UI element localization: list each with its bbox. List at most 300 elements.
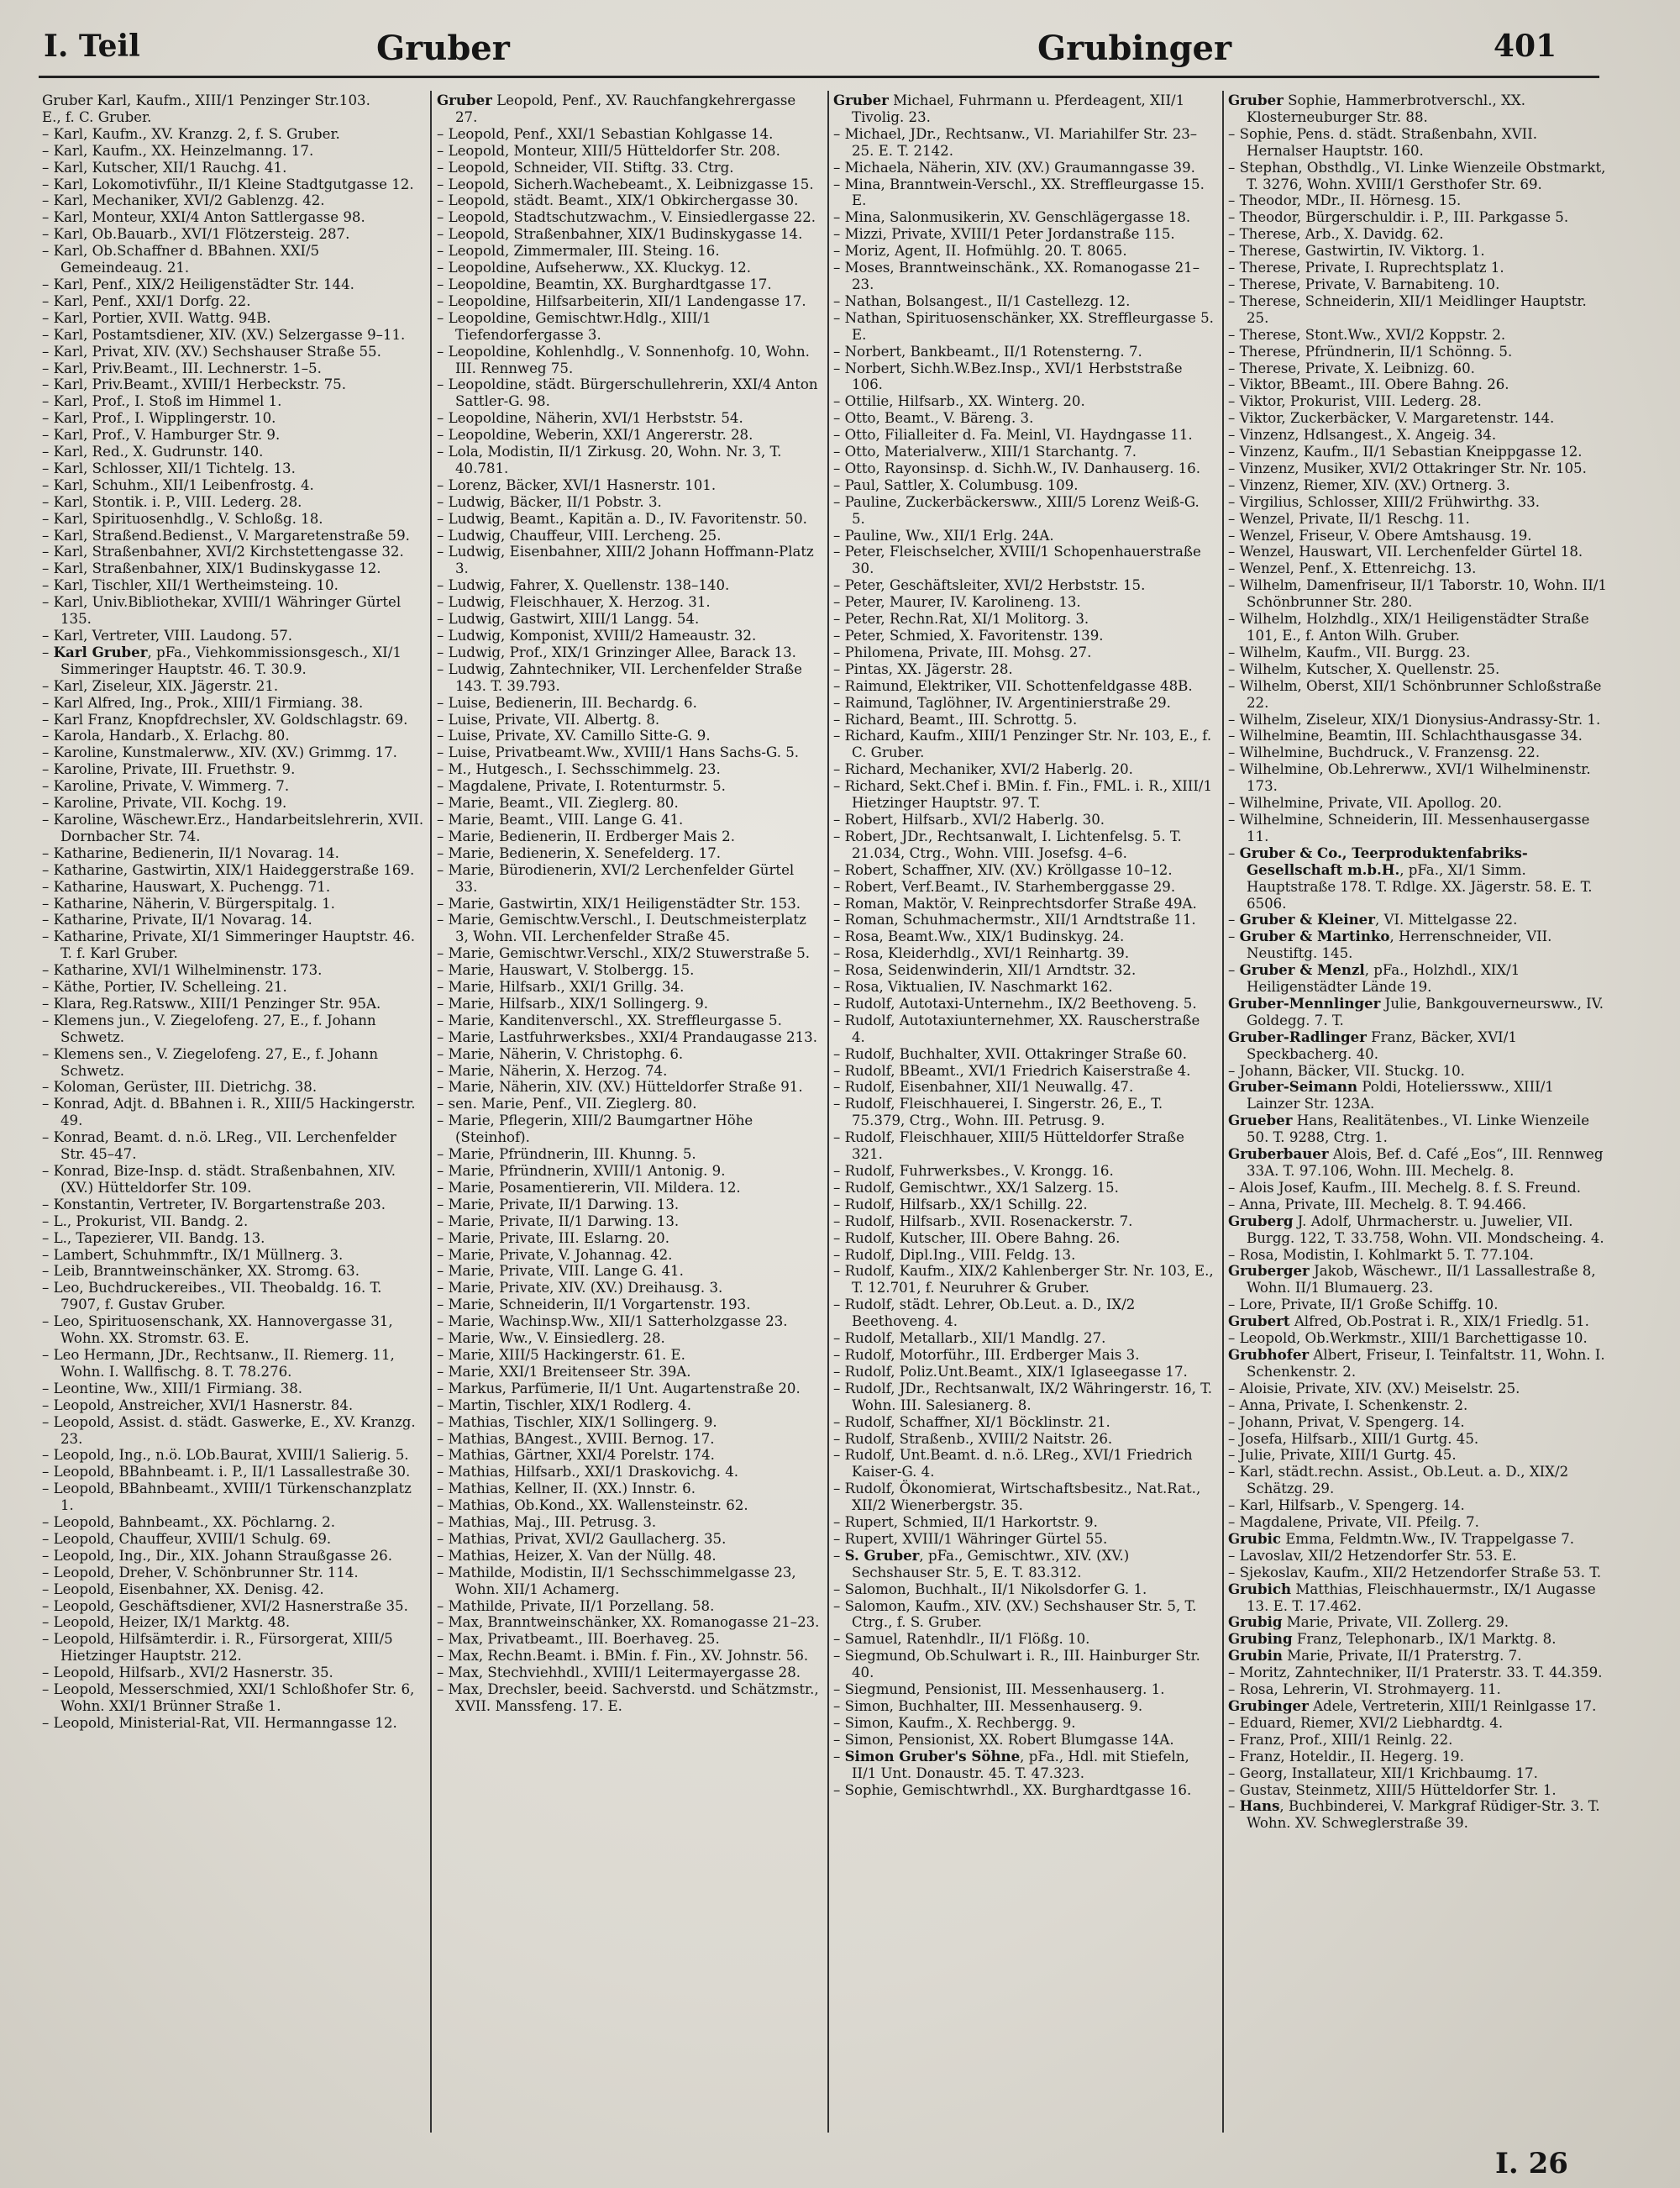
directory-entry: – Leopoldine, Hilfsarbeiterin, XII/1 Landengasse 17. [437, 292, 806, 309]
directory-entry: – Marie, Beamt., VII. Zieglerg. 80. [437, 795, 679, 812]
directory-entry: – Mina, Salonmusikerin, XV. Genschlägergasse 18. [833, 209, 1191, 226]
directory-entry: – Marie, Schneiderin, II/1 Vorgartenstr. 193. [437, 1296, 751, 1313]
directory-entry: – Simon, Buchhalter, III. Messenhauserg. 9. [833, 1698, 1143, 1714]
directory-entry: – Wilhelmine, Ob.Lehrerww., XVI/1 Wilhelminenstr. 173. [1228, 761, 1591, 795]
directory-entry: – Katharine, Private, XI/1 Simmeringer Hauptstr. 46. T. f. Karl Gruber. [42, 928, 416, 962]
directory-entry: – Leopold, Assist. d. städt. Gaswerke, E., XV. Kranzg. 23. [42, 1413, 416, 1447]
directory-entry: – Karl, Univ.Bibliothekar, XVIII/1 Währinger Gürtel 135. [42, 594, 402, 628]
directory-entry: – Karl, Privat, XIV. (XV.) Sechshauser Straße 55. [42, 343, 381, 360]
directory-entry: – Wilhelmine, Private, VII. Apollog. 20. [1228, 795, 1502, 812]
directory-entry: – Luise, Private, VII. Albertg. 8. [437, 711, 660, 728]
directory-entry: – Simon Gruber's Söhne, pFa., Hdl. mit Stiefeln, II/1 Unt. Donaustr. 45. T. 47.323. [833, 1747, 1189, 1781]
directory-entry: – Leopold, Chauffeur, XVIII/1 Schulg. 69. [42, 1530, 332, 1547]
directory-entry: – Robert, Hilfsarb., XVI/2 Haberlg. 30. [833, 811, 1105, 828]
directory-entry: – Wilhelmine, Beamtin, III. Schlachthausgasse 34. [1228, 728, 1583, 744]
directory-entry: – Ludwig, Bäcker, II/1 Pobstr. 3. [437, 493, 662, 510]
directory-entry: – Rudolf, Fuhrwerksbes., V. Krongg. 16. [833, 1163, 1114, 1179]
directory-entry: – Wenzel, Friseur, V. Obere Amtshausg. 19. [1228, 527, 1532, 544]
directory-entry: – Roman, Schuhmachermstr., XII/1 Arndtstraße 11. [833, 912, 1196, 928]
directory-entry: – Karl, Tischler, XII/1 Wertheimsteing. 10. [42, 577, 339, 594]
directory-entry: – Vinzenz, Musiker, XVI/2 Ottakringer Str. Nr. 105. [1228, 460, 1587, 476]
directory-entry: – Mathias, Ob.Kond., XX. Wallensteinstr. 62. [437, 1497, 748, 1514]
directory-entry: – Marie, Kanditenverschl., XX. Streffleurgasse 5. [437, 1012, 782, 1028]
directory-entry: – sen. Marie, Penf., VII. Zieglerg. 80. [437, 1096, 697, 1112]
directory-entry: – Karl, Schuhm., XII/1 Leibenfrostg. 4. [42, 476, 314, 493]
directory-entry: – Karl, Vertreter, VIII. Laudong. 57. [42, 628, 293, 644]
directory-entry: – Leopoldine, städt. Bürgerschullehrerin, XXI/4 Anton Sattler-G. 98. [437, 376, 818, 410]
directory-entry: – Karl Franz, Knopfdrechsler, XV. Goldschlagstr. 69. [42, 711, 408, 728]
directory-entry: – Wenzel, Penf., X. Ettenreichg. 13. [1228, 560, 1477, 577]
directory-entry: – Wenzel, Hauswart, VII. Lerchenfelder Gürtel 18. [1228, 544, 1583, 560]
directory-entry: – Karl, städt.rechn. Assist., Ob.Leut. a. D., XIX/2 Schätzg. 29. [1228, 1464, 1569, 1497]
running-head-first: Gruber [376, 29, 510, 68]
directory-entry: – Leopold, Monteur, XIII/5 Hütteldorfer Str. 208. [437, 142, 780, 159]
directory-entry: Gruber-Seimann Poldi, Hotelierssww., XIII/1 Lainzer Str. 123A. [1228, 1078, 1554, 1112]
directory-entry: – Karoline, Kunstmalerww., XIV. (XV.) Grimmg. 17. [42, 744, 397, 761]
directory-entry: – Ludwig, Prof., XIX/1 Grinzinger Allee, Barack 13. [437, 644, 796, 660]
directory-entry: – Richard, Kaufm., XIII/1 Penzinger Str. Nr. 103, E., f. C. Gruber. [833, 728, 1212, 761]
column-3 [833, 92, 1216, 2126]
running-head-last: Grubinger [1037, 29, 1232, 68]
directory-entry: – Konrad, Adjt. d. BBahnen i. R., XIII/5 Hackingerstr. 49. [42, 1096, 416, 1129]
directory-entry: Grubin Marie, Private, II/1 Praterstrg. 7. [1228, 1647, 1522, 1665]
directory-entry: – Katharine, Gastwirtin, XIX/1 Haideggerstraße 169. [42, 861, 415, 878]
directory-entry: – Magdalene, Private, I. Rotenturmstr. 5. [437, 778, 726, 795]
directory-entry: – Klemens sen., V. Ziegelofeng. 27, E., f. Johann Schwetz. [42, 1045, 379, 1079]
directory-entry: – Karl, Hilfsarb., V. Spengerg. 14. [1228, 1497, 1465, 1514]
directory-entry: – Stephan, Obsthdlg., VI. Linke Wienzeile Obstmarkt, T. 3276, Wohn. XVIII/1 Gersthofer Str. 69. [1228, 159, 1606, 192]
directory-entry: – L., Prokurist, VII. Bandg. 2. [42, 1212, 249, 1229]
directory-entry: – Leopold, BBahnbeamt. i. P., II/1 Lassallestraße 30. [42, 1464, 411, 1481]
directory-entry: – Leopold, Hilfsämterdir. i. R., Fürsorgerat, XIII/5 Hietzinger Hauptstr. 212. [42, 1631, 393, 1665]
directory-entry: – Simon, Pensionist, XX. Robert Blumgasse 14A. [833, 1731, 1174, 1748]
directory-entry: – Marie, Private, V. Johannag. 42. [437, 1246, 673, 1263]
directory-entry: – Wilhelm, Holzhdlg., XIX/1 Heiligenstädter Straße 101, E., f. Anton Wilh. Gruber. [1228, 611, 1589, 644]
directory-entry: – Marie, Ww., V. Einsiedlerg. 28. [437, 1330, 665, 1347]
directory-entry: – Mathias, Maj., III. Petrusg. 3. [437, 1514, 657, 1531]
directory-entry: – Peter, Rechn.Rat, XI/1 Molitorg. 3. [833, 611, 1089, 628]
directory-entry: – Marie, Hilfsarb., XIX/1 Sollingerg. 9. [437, 995, 709, 1012]
directory-entry: – Karl Alfred, Ing., Prok., XIII/1 Firmiang. 38. [42, 694, 364, 711]
directory-entry: – Marie, Näherin, XIV. (XV.) Hütteldorfer Straße 91. [437, 1079, 803, 1096]
directory-entry: – Robert, Schaffner, XIV. (XV.) Kröllgasse 10–12. [833, 861, 1173, 878]
directory-entry: – Ludwig, Gastwirt, XIII/1 Langg. 54. [437, 611, 700, 628]
directory-entry: – Roman, Maktör, V. Reinprechtsdorfer Straße 49A. [833, 895, 1197, 912]
directory-entry: – Rosa, Kleiderhdlg., XVI/1 Reinhartg. 39. [833, 945, 1130, 962]
directory-entry: – Karl, Schlosser, XII/1 Tichtelg. 13. [42, 460, 296, 476]
directory-entry: – Leopold, Ing., n.ö. LOb.Baurat, XVIII/1 Salierig. 5. [42, 1447, 409, 1464]
directory-entry: – Rudolf, Metallarb., XII/1 Mandlg. 27. [833, 1330, 1106, 1347]
directory-entry: – Ludwig, Komponist, XVIII/2 Hameaustr. 32. [437, 628, 757, 644]
directory-entry: – Klara, Reg.Ratsww., XIII/1 Penzinger Str. 95A. [42, 995, 381, 1012]
directory-entry: – Leopold, Ob.Werkmstr., XIII/1 Barchettigasse 10. [1228, 1330, 1588, 1347]
directory-entry: – Lore, Private, II/1 Große Schiffg. 10. [1228, 1296, 1499, 1313]
directory-entry: – Theodor, MDr., II. Hörnesg. 15. [1228, 192, 1462, 209]
directory-entry: – Johann, Privat, V. Spengerg. 14. [1228, 1413, 1465, 1430]
directory-entry: – Karl, Monteur, XXI/4 Anton Sattlergasse 98. [42, 209, 365, 226]
directory-entry: – Wenzel, Private, II/1 Reschg. 11. [1228, 510, 1470, 527]
directory-entry: – Virgilius, Schlosser, XIII/2 Frühwirthg. 33. [1228, 493, 1541, 510]
directory-entry: – Ludwig, Zahntechniker, VII. Lerchenfelder Straße 143. T. 39.793. [437, 660, 802, 694]
directory-entry: Gruber Michael, Fuhrmann u. Pferdeagent, XII/1 Tivolig. 23. [833, 92, 1185, 125]
directory-entry: – Leopold, Hilfsarb., XVI/2 Hasnerstr. 35. [42, 1665, 333, 1681]
directory-entry: – Rudolf, Motorführ., III. Erdberger Mais 3. [833, 1346, 1140, 1363]
directory-entry: – Rudolf, Straßenb., XVIII/2 Naitstr. 26. [833, 1430, 1113, 1447]
directory-entry: – Leontine, Ww., XIII/1 Firmiang. 38. [42, 1380, 303, 1396]
directory-entry: – Rudolf, Eisenbahner, XII/1 Neuwallg. 47. [833, 1079, 1134, 1096]
directory-entry: – Lavoslav, XII/2 Hetzendorfer Str. 53. E. [1228, 1547, 1517, 1564]
directory-entry: – Otto, Filialleiter d. Fa. Meinl, VI. Haydngasse 11. [833, 427, 1193, 444]
directory-entry: – Rosa, Modistin, I. Kohlmarkt 5. T. 77.104. [1228, 1246, 1534, 1263]
directory-entry: – Hans, Buchbinderei, V. Markgraf Rüdiger-Str. 3. T. Wohn. XV. Schweglerstraße 39. [1228, 1797, 1600, 1832]
directory-entry: – Mathilde, Modistin, II/1 Sechsschimmelgasse 23, Wohn. XII/1 Achamerg. [437, 1564, 796, 1597]
directory-entry: – Rudolf, Kaufm., XIX/2 Kahlenberger Str. Nr. 103, E., T. 12.701, f. Neuruhrer & Gruber. [833, 1263, 1214, 1296]
directory-entry: – Otto, Materialverw., XIII/1 Starchantg. 7. [833, 444, 1137, 460]
directory-entry: – Rudolf, Autotaxi-Unternehm., IX/2 Beethoveng. 5. [833, 995, 1197, 1012]
directory-entry: – Rudolf, städt. Lehrer, Ob.Leut. a. D., IX/2 Beethoveng. 4. [833, 1296, 1136, 1330]
directory-entry: Grubig Marie, Private, VII. Zollerg. 29. [1228, 1613, 1509, 1631]
directory-entry: – Michaela, Näherin, XIV. (XV.) Graumanngasse 39. [833, 159, 1195, 176]
directory-entry: – Leopoldine, Weberin, XXI/1 Angererstr. 28. [437, 427, 753, 444]
directory-entry: Gruberger Jakob, Wäschewr., II/1 Lassallestraße 8, Wohn. II/1 Blumauerg. 23. [1228, 1262, 1596, 1296]
directory-entry: – Karl, Penf., XXI/1 Dorfg. 22. [42, 292, 251, 309]
directory-entry: – Leopoldine, Aufseherww., XX. Kluckyg. 12. [437, 260, 752, 276]
directory-entry: – Mathilde, Private, II/1 Porzellang. 58. [437, 1597, 715, 1614]
directory-entry: – Rudolf, Fleischhauer, XIII/5 Hütteldorfer Straße 321. [833, 1129, 1184, 1163]
directory-entry: – Nathan, Spirituosenschänker, XX. Streffleurgasse 5. E. [833, 309, 1214, 343]
directory-entry: Gruber Sophie, Hammerbrotverschl., XX. Klosterneuburger Str. 88. [1228, 92, 1525, 125]
directory-entry: – Norbert, Sichh.W.Bez.Insp., XVI/1 Herbststraße 106. [833, 360, 1183, 393]
directory-entry: – Marie, Beamt., VIII. Lange G. 41. [437, 811, 684, 828]
directory-entry: – Wilhelm, Oberst, XII/1 Schönbrunner Schloßstraße 22. [1228, 677, 1602, 711]
directory-entry: – Leo, Spirituosenschank, XX. Hannovergasse 31, Wohn. XX. Stromstr. 63. E. [42, 1313, 393, 1347]
directory-entry: – Leopoldine, Kohlenhdlg., V. Sonnenhofg. 10, Wohn. III. Rennweg 75. [437, 343, 810, 376]
directory-entry: – Salomon, Buchhalt., II/1 Nikolsdorfer G. 1. [833, 1581, 1147, 1597]
directory-entry: – Katharine, Private, II/1 Novarag. 14. [42, 912, 312, 928]
directory-entry: Grubich Matthias, Fleischhauermstr., IX/1 Augasse 13. E. T. 17.462. [1228, 1580, 1596, 1614]
directory-entry: – Viktor, Zuckerbäcker, V. Margaretenstr. 144. [1228, 410, 1555, 427]
directory-entry: – Marie, Private, VIII. Lange G. 41. [437, 1263, 684, 1280]
directory-entry: – Leopold, Stadtschutzwachm., V. Einsiedlergasse 22. [437, 209, 816, 226]
directory-entry: – Raimund, Elektriker, VII. Schottenfeldgasse 48B. [833, 677, 1193, 694]
directory-entry: – Leopold, Ministerial-Rat, VII. Hermanngasse 12. [42, 1714, 397, 1731]
directory-entry: – Karl, Spirituosenhdlg., V. Schloßg. 18. [42, 510, 323, 527]
directory-entry: – Josefa, Hilfsarb., XIII/1 Gurtg. 45. [1228, 1430, 1479, 1447]
directory-entry: – Ludwig, Fleischhauer, X. Herzog. 31. [437, 594, 711, 611]
directory-entry: – Therese, Arb., X. Davidg. 62. [1228, 226, 1444, 243]
directory-entry: – Rudolf, JDr., Rechtsanwalt, IX/2 Währingerstr. 16, T. Wohn. III. Salesianerg. 8. [833, 1380, 1213, 1413]
directory-entry: – Ludwig, Eisenbahner, XIII/2 Johann Hoffmann-Platz 3. [437, 544, 814, 577]
directory-entry: – Wilhelm, Ziseleur, XIX/1 Dionysius-Andrassy-Str. 1. [1228, 711, 1601, 728]
directory-entry: – Peter, Schmied, X. Favoritenstr. 139. [833, 628, 1104, 644]
directory-entry: – Marie, Gastwirtin, XIX/1 Heiligenstädter Str. 153. [437, 895, 801, 912]
directory-entry: – Karl, Straßenbahner, XVI/2 Kirchstettengasse 32. [42, 544, 404, 560]
directory-entry: – Leopold, Anstreicher, XVI/1 Hasnerstr. 84. [42, 1396, 354, 1413]
directory-entry: – M., Hutgesch., I. Sechsschimmelg. 23. [437, 761, 721, 778]
directory-entry: – Richard, Beamt., III. Schrottg. 5. [833, 711, 1078, 728]
directory-entry: – Wilhelmine, Schneiderin, III. Messenhausergasse 11. [1228, 811, 1590, 844]
directory-entry: – Karl, Prof., I. Stoß im Himmel 1. [42, 393, 282, 410]
directory-entry: – Marie, Bürodienerin, XVI/2 Lerchenfelder Gürtel 33. [437, 861, 795, 895]
signature-mark: I. 26 [1495, 2147, 1568, 2180]
directory-entry: – Marie, Private, XIV. (XV.) Dreihausg. 3. [437, 1280, 723, 1296]
directory-entry: – Leopold, Straßenbahner, XIX/1 Budinskygasse 14. [437, 226, 803, 243]
directory-entry: – Karl, Straßenbahner, XIX/1 Budinskygasse 12. [42, 560, 381, 577]
directory-entry: – Vinzenz, Riemer, XIV. (XV.) Ortnerg. 3. [1228, 476, 1510, 493]
directory-entry: – Ludwig, Fahrer, X. Quellenstr. 138–140. [437, 577, 730, 594]
directory-entry: – Karl, Mechaniker, XVI/2 Gablenzg. 42. [42, 192, 325, 209]
directory-entry: – Klemens jun., V. Ziegelofeng. 27, E., f. Johann Schwetz. [42, 1012, 376, 1045]
directory-entry: – Karl, Ob.Bauarb., XVI/1 Flötzersteig. 287. [42, 226, 350, 243]
directory-entry: – Karl, Portier, XVII. Wattg. 94B. [42, 309, 271, 326]
directory-entry: – Leopold, Geschäftsdiener, XVI/2 Hasnerstraße 35. [42, 1597, 408, 1614]
directory-entry: – Aloisie, Private, XIV. (XV.) Meiselstr. 25. [1228, 1380, 1520, 1396]
directory-entry: Grubinger Adele, Vertreterin, XIII/1 Reinlgasse 17. [1228, 1697, 1597, 1714]
directory-entry: – Franz, Prof., XIII/1 Reinlg. 22. [1228, 1731, 1453, 1748]
directory-entry: Gruberg J. Adolf, Uhrmacherstr. u. Juwelier, VII. Burgg. 122, T. 33.758, Wohn. VII. Mondscheing. 4. [1228, 1212, 1604, 1246]
directory-entry: – Sophie, Gemischtwrhdl., XX. Burghardtgasse 16. [833, 1781, 1192, 1798]
directory-entry: – Mathias, Privat, XVI/2 Gaullacherg. 35. [437, 1530, 727, 1547]
directory-entry: – Therese, Private, X. Leibnizg. 60. [1228, 360, 1475, 376]
directory-entry: – Gruber & Menzl, pFa., Holzhdl., XIX/1 Heiligenstädter Lände 19. [1228, 961, 1520, 996]
directory-entry: – Marie, Pflegerin, XIII/2 Baumgartner Höhe (Steinhof). [437, 1112, 753, 1146]
directory-entry: – Therese, Pfründnerin, II/1 Schönng. 5. [1228, 343, 1513, 360]
directory-entry: – Viktor, Prokurist, VIII. Lederg. 28. [1228, 393, 1482, 410]
directory-entry: – Karl, Postamtsdiener, XIV. (XV.) Selzergasse 9–11. [42, 326, 406, 343]
directory-entry: – Robert, JDr., Rechtsanwalt, I. Lichtenfelsg. 5. T. 21.034, Ctrg., Wohn. VIII. Josefsg. 4–6. [833, 828, 1182, 861]
directory-entry: – Mathias, Heizer, X. Van der Nüllg. 48. [437, 1547, 717, 1564]
directory-entry: – Rudolf, Hilfsarb., XVII. Rosenackerstr. 7. [833, 1212, 1133, 1229]
directory-entry: – Karl, Priv.Beamt., XVIII/1 Herbeckstr. 75. [42, 376, 346, 393]
directory-entry: – Marie, Näherin, V. Christophg. 6. [437, 1045, 684, 1062]
directory-entry: – Leopoldine, Beamtin, XX. Burghardtgasse 17. [437, 276, 772, 292]
directory-entry: – Marie, Pfründnerin, XVIII/1 Antonig. 9. [437, 1163, 726, 1179]
directory-entry: Gruber-Mennlinger Julie, Bankgouverneursww., IV. Goldegg. 7. T. [1228, 994, 1604, 1028]
directory-entry: – Johann, Bäcker, VII. Stuckg. 10. [1228, 1062, 1465, 1079]
directory-entry: – Mathias, Gärtner, XXI/4 Porelstr. 174. [437, 1447, 715, 1464]
column-divider [1222, 91, 1224, 2133]
directory-entry: – Richard, Sekt.Chef i. BMin. f. Fin., FML. i. R., XIII/1 Hietzinger Hauptstr. 97. T. [833, 778, 1213, 812]
directory-entry: – Karoline, Private, III. Fruethstr. 9. [42, 761, 296, 778]
directory-entry: Grueber Hans, Realitätenbes., VI. Linke Wienzeile 50. T. 9288, Ctrg. 1. [1228, 1112, 1590, 1146]
directory-entry: – Leopold, Sicherh.Wachebeamt., X. Leibnizgasse 15. [437, 176, 814, 192]
directory-entry: – Rudolf, Schaffner, XI/1 Böcklinstr. 21. [833, 1413, 1110, 1430]
directory-entry: – Therese, Private, I. Ruprechtsplatz 1. [1228, 260, 1504, 276]
directory-entry: – Norbert, Bankbeamt., II/1 Rotensterng. 7. [833, 343, 1142, 360]
directory-entry: Gruber Leopold, Penf., XV. Rauchfangkehrergasse 27. [437, 92, 796, 125]
directory-entry: – Katharine, Näherin, V. Bürgerspitalg. 1. [42, 895, 335, 912]
directory-entry: – Mathias, Tischler, XIX/1 Sollingerg. 9. [437, 1413, 717, 1430]
section-label: I. Teil [44, 29, 140, 64]
directory-entry: – Marie, Näherin, X. Herzog. 74. [437, 1062, 668, 1079]
directory-entry: – Käthe, Portier, IV. Schelleing. 21. [42, 979, 287, 996]
directory-entry: – Karoline, Private, VII. Kochg. 19. [42, 795, 287, 812]
directory-entry: – Lambert, Schuhmmftr., IX/1 Müllnerg. 3. [42, 1246, 344, 1263]
directory-entry: – Marie, Hilfsarb., XXI/1 Grillg. 34. [437, 979, 685, 996]
directory-entry: Grubert Alfred, Ob.Postrat i. R., XIX/1 Friedlg. 51. [1228, 1312, 1589, 1330]
directory-entry: – Karoline, Wäschewr.Erz., Handarbeitslehrerin, XVII. Dornbacher Str. 74. [42, 811, 424, 844]
directory-entry: – Mathias, BAngest., XVIII. Bernog. 17. [437, 1430, 715, 1447]
directory-entry: – Leopold, Bahnbeamt., XX. Pöchlarng. 2. [42, 1514, 335, 1531]
directory-entry: – Otto, Beamt., V. Bäreng. 3. [833, 410, 1034, 427]
directory-entry: – Mathias, Hilfsarb., XXI/1 Draskovichg. 4. [437, 1464, 739, 1481]
directory-entry: – Leopold, Schneider, VII. Stiftg. 33. Ctrg. [437, 159, 734, 176]
directory-entry: – Karl, Priv.Beamt., III. Lechnerstr. 1–5. [42, 360, 322, 376]
directory-entry: – Markus, Parfümerie, II/1 Unt. Augartenstraße 20. [437, 1380, 801, 1396]
directory-entry: – Marie, Lastfuhrwerksbes., XXI/4 Prandaugasse 213. [437, 1028, 817, 1045]
directory-entry: – Julie, Private, XIII/1 Gurtg. 45. [1228, 1447, 1457, 1464]
directory-entry: – Leopoldine, Näherin, XVI/1 Herbststr. 54. [437, 410, 743, 427]
directory-entry: – Vinzenz, Kaufm., II/1 Sebastian Kneippgasse 12. [1228, 444, 1583, 460]
directory-entry: – Max, Branntweinschänker, XX. Romanogasse 21–23. [437, 1614, 820, 1631]
directory-entry: – Moritz, Zahntechniker, II/1 Praterstr. 33. T. 44.359. [1228, 1665, 1603, 1681]
directory-entry: – Rudolf, Fleischhauerei, I. Singerstr. 26, E., T. 75.379, Ctrg., Wohn. III. Petrusg. 9. [833, 1096, 1163, 1129]
directory-entry: – Katharine, Hauswart, X. Puchengg. 71. [42, 878, 331, 895]
directory-entry: – Leopold, Ing., Dir., XIX. Johann Straußgasse 26. [42, 1547, 392, 1564]
directory-entry: – Gruber & Kleiner, VI. Mittelgasse 22. [1228, 911, 1518, 928]
directory-entry: – Karl, Red., X. Gudrunstr. 140. [42, 444, 264, 460]
directory-entry: – Moses, Branntweinschänk., XX. Romanogasse 21–23. [833, 260, 1200, 292]
directory-entry: – Samuel, Ratenhdlr., II/1 Flößg. 10. [833, 1631, 1090, 1648]
directory-entry: – Rupert, XVIII/1 Währinger Gürtel 55. [833, 1530, 1108, 1547]
directory-entry: – Simon, Kaufm., X. Rechbergg. 9. [833, 1714, 1076, 1731]
directory-entry: – Luise, Private, XV. Camillo Sitte-G. 9. [437, 728, 711, 744]
directory-entry: – Wilhelm, Damenfriseur, II/1 Taborstr. 10, Wohn. II/1 Schönbrunner Str. 280. [1228, 577, 1607, 611]
directory-entry: – Richard, Mechaniker, XVI/2 Haberlg. 20. [833, 761, 1133, 778]
directory-entry: – Konrad, Beamt. d. n.ö. LReg., VII. Lerchenfelder Str. 45–47. [42, 1129, 396, 1163]
directory-entry: – Karl, Penf., XIX/2 Heiligenstädter Str. 144. [42, 276, 354, 292]
directory-entry: – Marie, Hauswart, V. Stolbergg. 15. [437, 962, 695, 979]
directory-entry: – Ludwig, Beamt., Kapitän a. D., IV. Favoritenstr. 50. [437, 510, 807, 527]
directory-entry: – Pauline, Ww., XII/1 Erlg. 24A. [833, 527, 1054, 544]
directory-entry: – Marie, XIII/5 Hackingerstr. 61. E. [437, 1346, 685, 1363]
directory-entry: – Therese, Schneiderin, XII/1 Meidlinger Hauptstr. 25. [1228, 292, 1587, 326]
directory-entry: – Marie, XXI/1 Breitenseer Str. 39A. [437, 1363, 691, 1380]
directory-entry: – Leopold, Messerschmied, XXI/1 Schloßhofer Str. 6, Wohn. XXI/1 Brünner Straße 1. [42, 1681, 415, 1714]
directory-entry: – Robert, Verf.Beamt., IV. Starhemberggasse 29. [833, 878, 1176, 895]
directory-entry: – Lorenz, Bäcker, XVI/1 Hasnerstr. 101. [437, 476, 717, 493]
column-divider [827, 91, 829, 2133]
directory-entry: – Katharine, XVI/1 Wilhelminenstr. 173. [42, 962, 323, 979]
directory-entry: – Rudolf, Gemischtwr., XX/1 Salzerg. 15. [833, 1179, 1119, 1196]
directory-entry: – Peter, Maurer, IV. Karolineng. 13. [833, 594, 1081, 611]
directory-entry: – Michael, JDr., Rechtsanw., VI. Mariahilfer Str. 23–25. E. T. 2142. [833, 125, 1198, 159]
directory-entry: – Leopold, Eisenbahner, XX. Denisg. 42. [42, 1581, 324, 1597]
directory-entry: – Max, Privatbeamt., III. Boerhaveg. 25. [437, 1631, 720, 1648]
directory-entry: – Max, Drechsler, beeid. Sachverstd. und Schätzmstr., XVII. Manssfeng. 17. E. [437, 1681, 819, 1714]
directory-entry: – Karl, Prof., I. Wipplingerstr. 10. [42, 410, 276, 427]
directory-entry: – Leopold, Zimmermaler, III. Steing. 16. [437, 243, 720, 260]
directory-entry: – Leopoldine, Gemischtwr.Hdlg., XIII/1 Tiefendorfergasse 3. [437, 309, 711, 343]
directory-entry: – Philomena, Private, III. Mohsg. 27. [833, 644, 1092, 660]
directory-entry: – Marie, Wachinsp.Ww., XII/1 Satterholzgasse 23. [437, 1313, 788, 1330]
directory-entry: – Ottilie, Hilfsarb., XX. Winterg. 20. [833, 393, 1085, 410]
directory-entry: – Leib, Branntweinschänker, XX. Stromg. 63. [42, 1263, 360, 1280]
directory-entry: – Rudolf, Unt.Beamt. d. n.ö. LReg., XVI/1 Friedrich Kaiser-G. 4. [833, 1447, 1193, 1481]
directory-entry: – Karola, Handarb., X. Erlachg. 80. [42, 728, 290, 744]
directory-entry: E., f. C. Gruber. [42, 108, 152, 125]
directory-entry: – L., Tapezierer, VII. Bandg. 13. [42, 1229, 265, 1246]
directory-entry: – Leo Hermann, JDr., Rechtsanw., II. Riemerg. 11, Wohn. I. Wallfischg. 8. T. 78.276. [42, 1346, 395, 1380]
directory-entry: – Sophie, Pens. d. städt. Straßenbahn, XVII. Hernalser Hauptstr. 160. [1228, 125, 1538, 159]
directory-entry: – Raimund, Taglöhner, IV. Argentinierstraße 29. [833, 694, 1171, 711]
directory-entry: – Rosa, Seidenwinderin, XII/1 Arndtstr. 32. [833, 962, 1137, 979]
directory-entry: – Marie, Pfründnerin, III. Khunng. 5. [437, 1146, 696, 1163]
directory-entry: – Marie, Gemischtwr.Verschl., XIX/2 Stuwerstraße 5. [437, 945, 811, 962]
directory-entry: – Pauline, Zuckerbäckersww., XIII/5 Lorenz Weiß-G. 5. [833, 493, 1200, 527]
directory-entry: – Katharine, Bedienerin, II/1 Novarag. 14. [42, 844, 339, 861]
directory-entry: – Karl, Kaufm., XX. Heinzelmanng. 17. [42, 142, 314, 159]
directory-entry: – Rudolf, Autotaxiunternehmer, XX. Rauscherstraße 4. [833, 1012, 1200, 1045]
directory-entry: – Salomon, Kaufm., XIV. (XV.) Sechshauser Str. 5, T. Ctrg., f. S. Gruber. [833, 1597, 1197, 1631]
directory-entry: – Karl, Stontik. i. P., VIII. Lederg. 28. [42, 493, 302, 510]
directory-entry: – Konrad, Bize-Insp. d. städt. Straßenbahnen, XIV. (XV.) Hütteldorfer Str. 109. [42, 1163, 396, 1196]
directory-entry: – Anna, Private, I. Schenkenstr. 2. [1228, 1396, 1468, 1413]
directory-entry: – Vinzenz, Hdlsangest., X. Angeig. 34. [1228, 427, 1497, 444]
directory-entry: – Alois Josef, Kaufm., III. Mechelg. 8. f. S. Freund. [1228, 1179, 1582, 1196]
directory-entry: – Karl, Kaufm., XV. Kranzg. 2, f. S. Gruber. [42, 125, 340, 142]
directory-entry: – Rudolf, Hilfsarb., XX/1 Schillg. 22. [833, 1196, 1088, 1212]
directory-entry: – Leopold, BBahnbeamt., XVIII/1 Türkenschanzplatz 1. [42, 1481, 412, 1514]
directory-entry: – Leopold, städt. Beamt., XIX/1 Obkirchergasse 30. [437, 192, 799, 209]
directory-entry: – Max, Rechn.Beamt. i. BMin. f. Fin., XV. Johnstr. 56. [437, 1648, 809, 1665]
directory-entry: – Karl, Prof., V. Hamburger Str. 9. [42, 427, 281, 444]
directory-entry: – Rudolf, BBeamt., XVI/1 Friedrich Kaiserstraße 4. [833, 1062, 1191, 1079]
directory-entry: – Georg, Installateur, XII/1 Krichbaumg. 17. [1228, 1765, 1538, 1781]
directory-entry: – Martin, Tischler, XIX/1 Rodlerg. 4. [437, 1396, 692, 1413]
directory-entry: – Wilhelm, Kutscher, X. Quellenstr. 25. [1228, 660, 1500, 677]
directory-entry: – Therese, Gastwirtin, IV. Viktorg. 1. [1228, 243, 1485, 260]
directory-entry: – Peter, Geschäftsleiter, XVI/2 Herbststr. 15. [833, 577, 1146, 594]
directory-entry: – Nathan, Bolsangest., II/1 Castellezg. 12. [833, 292, 1131, 309]
directory-entry: – Mathias, Kellner, II. (XX.) Innstr. 6. [437, 1481, 696, 1497]
directory-entry: – Luise, Privatbeamt.Ww., XVIII/1 Hans Sachs-G. 5. [437, 744, 800, 761]
directory-entry: – Koloman, Gerüster, III. Dietrichg. 38. [42, 1079, 318, 1096]
directory-entry: – Therese, Private, V. Barnabiteng. 10. [1228, 276, 1500, 292]
directory-entry: – Mizzi, Private, XVIII/1 Peter Jordanstraße 115. [833, 226, 1175, 243]
directory-entry: – Siegmund, Ob.Schulwart i. R., III. Hainburger Str. 40. [833, 1648, 1200, 1681]
directory-entry: Gruberbauer Alois, Bef. d. Café „Eos“, III. Rennweg 33A. T. 97.106, Wohn. III. Mechelg. 8. [1228, 1145, 1604, 1179]
directory-entry: – Rudolf, Buchhalter, XVII. Ottakringer Straße 60. [833, 1045, 1188, 1062]
directory-entry: – Karl, Straßend.Bedienst., V. Margaretenstraße 59. [42, 527, 410, 544]
directory-entry: – Sjekoslav, Kaufm., XII/2 Hetzendorfer Straße 53. T. [1228, 1564, 1602, 1581]
directory-entry: – Rudolf, Dipl.Ing., VIII. Feldg. 13. [833, 1246, 1076, 1263]
directory-entry: – Luise, Bedienerin, III. Bechardg. 6. [437, 694, 697, 711]
directory-entry: Grubic Emma, Feldmtn.Ww., IV. Trappelgasse 7. [1228, 1529, 1575, 1547]
directory-entry: – Theodor, Bürgerschuldir. i. P., III. Parkgasse 5. [1228, 209, 1569, 226]
directory-entry: – Otto, Rayonsinsp. d. Sichh.W., IV. Danhauserg. 16. [833, 460, 1201, 476]
column-divider [430, 91, 432, 2133]
directory-entry: – Gruber & Co., Teerproduktenfabriks-Gesellschaft m.b.H., pFa., XI/1 Simm. Hauptstraße 178. T. Rdlge. XX. Jägerstr. 58. E. T. 6506. [1228, 844, 1593, 912]
directory-entry: – Rudolf, Kutscher, III. Obere Bahng. 26. [833, 1229, 1121, 1246]
directory-entry: – Leopold, Heizer, IX/1 Marktg. 48. [42, 1614, 291, 1631]
directory-entry: – Therese, Stont.Ww., XVI/2 Koppstr. 2. [1228, 326, 1506, 343]
directory-entry: – Rosa, Viktualien, IV. Naschmarkt 162. [833, 979, 1113, 996]
directory-entry: – Gustav, Steinmetz, XIII/5 Hütteldorfer Str. 1. [1228, 1781, 1557, 1798]
directory-entry: – Anna, Private, III. Mechelg. 8. T. 94.466. [1228, 1196, 1527, 1212]
directory-entry: – Ludwig, Chauffeur, VIII. Lercheng. 25. [437, 527, 722, 544]
page-number: 401 [1494, 29, 1557, 64]
directory-entry: – Karl, Kutscher, XII/1 Rauchg. 41. [42, 159, 287, 176]
directory-entry: – Marie, Private, II/1 Darwing. 13. [437, 1212, 680, 1229]
directory-entry: – Rudolf, Ökonomierat, Wirtschaftsbesitz., Nat.Rat., XII/2 Wienerbergstr. 35. [833, 1481, 1201, 1514]
directory-entry: – Viktor, BBeamt., III. Obere Bahng. 26. [1228, 376, 1509, 393]
directory-entry: – Marie, Posamentiererin, VII. Mildera. 12. [437, 1179, 741, 1196]
directory-entry: – Karl Gruber, pFa., Viehkommissionsgesch., XI/1 Simmeringer Hauptstr. 46. T. 30.9. [42, 643, 402, 677]
column-1 [42, 92, 425, 2126]
directory-entry: Grubing Franz, Telephonarb., IX/1 Marktg. 8. [1228, 1630, 1557, 1648]
directory-entry: – Eduard, Riemer, XVI/2 Liebhardtg. 4. [1228, 1714, 1504, 1731]
